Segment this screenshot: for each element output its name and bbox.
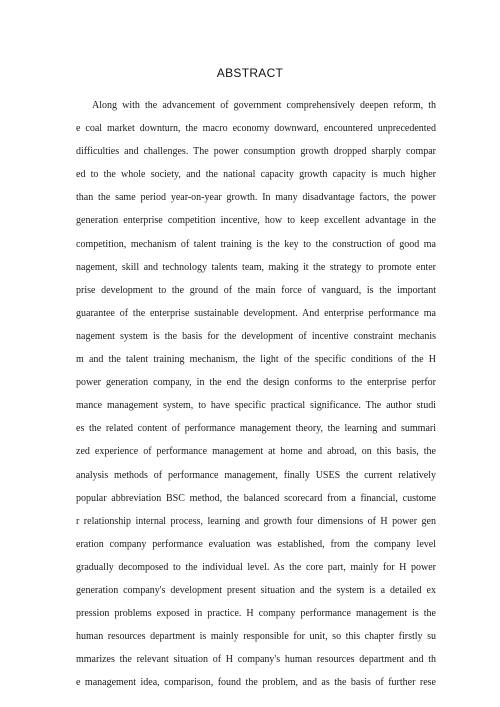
body-line: difficulties and challenges. The power consumption growth dropped sharply compar — [76, 146, 436, 158]
body-line: ed to the whole society, and the national capacity growth capacity is much higher — [76, 169, 436, 181]
body-line: nagement, skill and technology talents team, making it the strategy to promote enter — [76, 261, 436, 273]
body-line: mmarizes the relevant situation of H company's human resources department and th — [76, 654, 436, 666]
abstract-body — [76, 94, 436, 694]
body-line: than the same period year-on-year growth. In many disadvantage factors, the power — [76, 192, 436, 204]
body-line: Along with the advancement of government comprehensively deepen reform, th — [92, 100, 436, 111]
body-line: popular abbreviation BSC method, the balanced scorecard from a financial, custome — [76, 492, 436, 504]
body-line: analysis methods of performance management, finally USES the current relatively — [76, 469, 436, 481]
body-line: pression problems exposed in practice. H company performance management is the — [76, 608, 436, 620]
body-line: prise development to the ground of the main force of vanguard, is the important — [76, 284, 436, 296]
body-line: zed experience of performance management at home and abroad, on this basis, the — [76, 446, 436, 458]
body-line: e coal market downturn, the macro economy downward, encountered unprecedented — [76, 123, 436, 135]
body-line: e management idea, comparison, found the problem, and as the basis of further rese — [76, 677, 436, 689]
abstract-title: ABSTRACT — [216, 66, 284, 80]
body-line: guarantee of the enterprise sustainable development. And enterprise performance ma — [76, 307, 436, 319]
body-line: mance management system, to have specific practical significance. The author studi — [76, 400, 436, 412]
body-line: generation company's development present situation and the system is a detailed ex — [76, 584, 436, 596]
body-line: r relationship internal process, learning and growth four dimensions of H power gen — [76, 515, 436, 527]
body-line: gradually decomposed to the individual level. As the core part, mainly for H power — [76, 561, 436, 573]
body-line: generation enterprise competition incentive, how to keep excellent advantage in the — [76, 215, 436, 227]
body-line: m and the talent training mechanism, the light of the specific conditions of the H — [76, 354, 436, 366]
body-line: power generation company, in the end the design conforms to the enterprise perfor — [76, 377, 436, 389]
body-line: eration company performance evaluation was established, from the company level — [76, 538, 436, 550]
body-line: es the related content of performance management theory, the learning and summari — [76, 423, 436, 435]
body-line: nagement system is the basis for the development of incentive constraint mechanis — [76, 330, 436, 342]
body-line: human resources department is mainly responsible for unit, so this chapter firstly su — [76, 631, 436, 643]
body-line: competition, mechanism of talent training is the key to the construction of good ma — [76, 238, 436, 250]
